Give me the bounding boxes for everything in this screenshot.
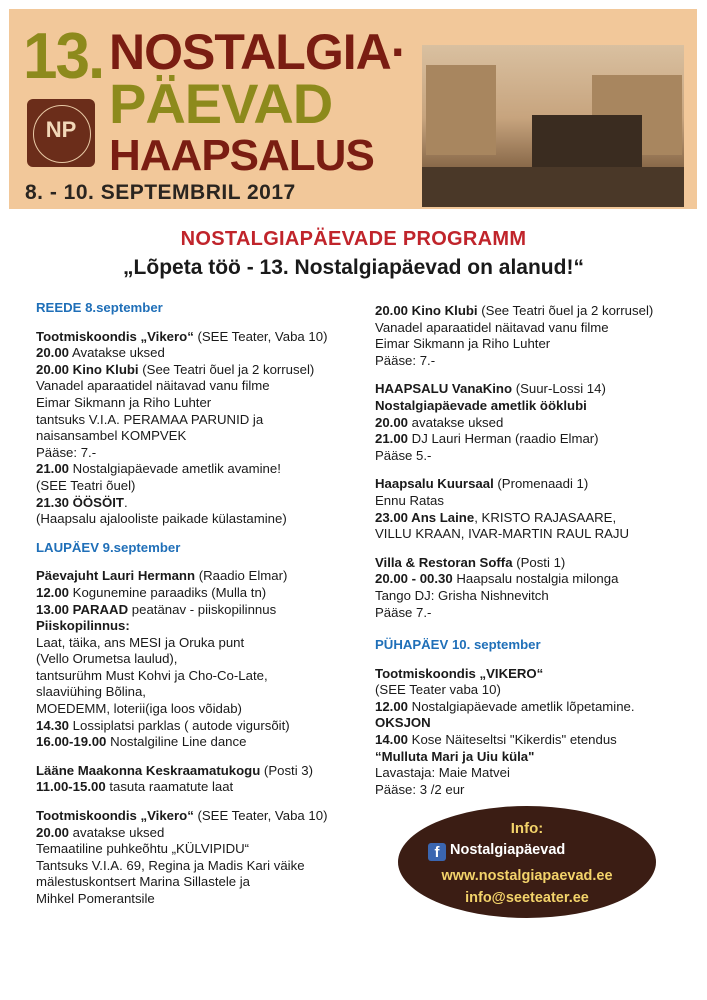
event-block-soffa <box>375 555 695 621</box>
event-text: avatakse uksed <box>408 414 504 430</box>
ticket-price: Pääse: 3 /2 eur <box>375 781 465 797</box>
event-text: Eimar Sikmann ja Riho Luhter <box>375 336 551 352</box>
ticket-price: Pääse 5.- <box>375 447 432 463</box>
venue-name: Villa & Restoran Soffa <box>375 554 513 570</box>
venue-name: Tootmiskoondis „VIKERO“ <box>375 665 544 681</box>
event-text: Laat, täika, ans MESI ja Oruka punt <box>36 634 245 650</box>
program-left-column <box>36 300 366 908</box>
event-text: peatänav - piiskopilinnus <box>128 601 277 617</box>
event-block-kino-klubi <box>375 303 695 369</box>
event-text: Lossiplatsi parklas ( autode vigursõit) <box>69 717 290 733</box>
event-time: 20.00 <box>375 414 409 430</box>
venue-address: (SEE Teater, Vaba 10) <box>193 808 328 824</box>
ticket-price: Pääse: 7.- <box>36 444 97 460</box>
header-banner <box>9 9 697 209</box>
day-heading-friday: REEDE 8.september <box>36 300 163 315</box>
venue-name: Haapsalu Kuursaal <box>375 476 494 492</box>
program-slogan: „Lõpeta töö - 13. Nostalgiapäevad on alanud!“ <box>123 256 584 279</box>
event-text: Ennu Ratas <box>375 492 444 508</box>
host-name: Päevajuht Lauri Hermann <box>36 568 196 584</box>
event-time: 21.00 <box>36 461 70 477</box>
event-text: : <box>125 618 130 634</box>
event-block-parade <box>36 568 366 751</box>
event-text: tasuta raamatute laat <box>105 779 234 795</box>
event-text: Kose Näiteseltsi "Kikerdis" etendus <box>408 732 617 748</box>
event-text: Haapsalu nostalgia milonga <box>452 571 619 587</box>
event-time: 20.00 - 00.30 <box>375 571 453 587</box>
event-text: (Vello Orumetsa laulud), <box>36 651 178 667</box>
event-text: MOEDEMM, loterii(iga loos võidab) <box>36 701 242 717</box>
event-block-vanakino <box>375 381 695 464</box>
event-text: tantsuks V.I.A. PERAMAA PARUNID ja <box>36 411 264 427</box>
event-title: 21.30 ÖÖSÖIT <box>36 494 124 510</box>
event-text: DJ Lauri Herman (raadio Elmar) <box>408 431 599 447</box>
event-block-vikero-friday <box>36 329 366 528</box>
day-heading-sunday: PÜHAPÄEV 10. september <box>375 637 541 653</box>
info-badge <box>398 806 656 918</box>
venue-address: (Suur-Lossi 14) <box>512 381 606 397</box>
venue-name: Tootmiskoondis „Vikero“ <box>36 328 194 344</box>
event-text: tantsurühm Must Kohvi ja Cho-Co-Late, <box>36 667 268 683</box>
event-time: 16.00-19.00 <box>36 734 107 750</box>
event-text: naisansambel KOMPVEK <box>36 428 187 444</box>
venue-name: Tootmiskoondis „Vikero“ <box>36 808 194 824</box>
banner-title-line1: NOSTALGIA· <box>109 24 407 80</box>
facebook-link[interactable] <box>428 842 628 861</box>
event-time: 12.00 <box>375 698 409 714</box>
edition-number: 13. <box>23 20 104 93</box>
event-text: Lavastaja: Maie Matvei <box>375 765 510 781</box>
event-text: Temaatiline puhkeõhtu „KÜLVIPIDU“ <box>36 841 250 857</box>
event-text: Mihkel Pomerantsile <box>36 891 155 906</box>
event-text: (See Teatri õuel ja 2 korrusel) <box>138 361 315 377</box>
event-title: 23.00 Ans Laine <box>375 509 475 525</box>
event-time: 11.00-15.00 <box>36 779 106 795</box>
event-title: OKSJON <box>375 715 431 731</box>
venue-name: Lääne Maakonna Keskraamatukogu <box>36 762 261 778</box>
event-text: (See Teatri õuel ja 2 korrusel) <box>477 303 654 318</box>
event-title: 20.00 Kino Klubi <box>36 361 139 377</box>
event-title: Piiskopilinnus <box>36 618 126 634</box>
event-block-vikero-saturday <box>36 808 366 908</box>
event-time: 20.00 <box>36 345 70 361</box>
event-block-sunday <box>375 666 695 799</box>
event-text: Eimar Sikmann ja Riho Luhter <box>36 394 212 410</box>
event-title: 13.00 PARAAD <box>36 601 129 617</box>
event-text: VILLU KRAAN, IVAR-MARTIN RAUL RAJU <box>375 526 630 542</box>
event-text: , KRISTO RAJASAARE, <box>474 509 617 525</box>
event-text: Tantsuks V.I.A. 69, Regina ja Madis Kari väike <box>36 857 305 873</box>
email-link[interactable]: info@seeteater.ee <box>465 890 589 906</box>
event-time: 14.30 <box>36 717 70 733</box>
venue-address: (Posti 3) <box>260 762 314 778</box>
seal-monogram: NP <box>45 117 77 142</box>
event-text: Nostalgiapäevade ametlik lõpetamine. <box>408 698 635 714</box>
event-text: Kogunemine paraadiks (Mulla tn) <box>69 584 267 600</box>
info-title: Info: <box>510 820 544 837</box>
venue-address: (SEE Teater vaba 10) <box>375 682 501 698</box>
banner-title-line3: HAAPSALUS <box>109 131 374 180</box>
event-block-kuursaal <box>375 476 695 542</box>
event-text: Vanadel aparaatidel näitavad vanu filme <box>36 378 270 394</box>
event-text: (Haapsalu ajalooliste paikade külastamine) <box>36 511 287 527</box>
event-text: Nostalgiline Line dance <box>106 734 247 750</box>
event-text: Avatakse uksed <box>69 345 165 361</box>
event-time: 14.00 <box>375 732 409 748</box>
event-text: Nostalgiapäevade ametlik avamine! <box>69 461 281 477</box>
program-title: NOSTALGIAPÄEVADE PROGRAMM <box>180 228 527 250</box>
program-right-column <box>375 303 695 798</box>
event-text: . <box>123 494 128 510</box>
venue-address: (SEE Teater, Vaba 10) <box>193 328 328 344</box>
ticket-price: Pääse 7.- <box>375 604 432 620</box>
event-text: mälestuskontsert Marina Sillastele ja <box>36 874 251 890</box>
event-block-library <box>36 763 366 796</box>
facebook-page-name: Nostalgiapäevad <box>450 842 566 858</box>
event-title: “Mulluta Mari ja Uiu küla" <box>375 748 535 764</box>
event-title: 20.00 Kino Klubi <box>375 303 478 318</box>
event-time: 21.00 <box>375 431 409 447</box>
website-link[interactable]: www.nostalgiapaevad.ee <box>441 868 613 884</box>
event-dates: 8. - 10. SEPTEMBRIL 2017 <box>25 181 296 204</box>
event-text: (SEE Teatri õuel) <box>36 477 136 493</box>
event-text: Vanadel aparaatidel näitavad vanu filme <box>375 319 609 335</box>
facebook-icon: f <box>428 843 446 861</box>
event-text: slaaviühing Bõlina, <box>36 684 146 700</box>
banner-title-line2: PÄEVAD <box>109 72 333 135</box>
historic-parade-photo <box>422 45 684 207</box>
event-text: Tango DJ: Grisha Nishnevitch <box>375 587 549 603</box>
event-time: 12.00 <box>36 584 70 600</box>
event-text: avatakse uksed <box>69 824 165 840</box>
day-heading-saturday: LAUPÄEV 9.september <box>36 539 181 555</box>
event-title: Nostalgiapäevade ametlik ööklubi <box>375 397 587 413</box>
host-station: (Raadio Elmar) <box>195 568 288 584</box>
venue-address: (Posti 1) <box>512 554 566 570</box>
event-time: 20.00 <box>36 824 70 840</box>
ticket-price: Pääse: 7.- <box>375 352 436 368</box>
venue-address: (Promenaadi 1) <box>493 476 589 492</box>
festival-seal-logo <box>27 99 95 167</box>
venue-name: HAAPSALU VanaKino <box>375 381 513 397</box>
